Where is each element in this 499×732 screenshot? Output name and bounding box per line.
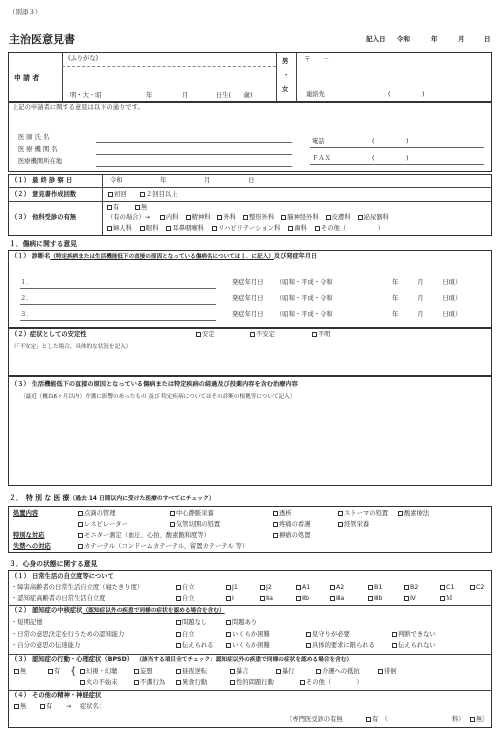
checkbox-icon (404, 585, 409, 590)
diagnosis-number: １． (20, 279, 33, 286)
bpsd-option[interactable]: 性的問題行動 (230, 679, 274, 687)
diagnosis-number: ３． (20, 311, 33, 318)
dept-option[interactable]: 婦人科 (107, 225, 132, 233)
checkbox-icon (440, 585, 445, 590)
checkbox-icon (80, 669, 85, 674)
checkbox-icon (392, 632, 397, 637)
last-visit-date[interactable]: 年 月 日 (160, 177, 255, 184)
doctor-box (8, 102, 492, 172)
date-day: 日 (484, 35, 491, 43)
section2-title: ２． 特 別 な 医 療（過去 14 日間以内に受けた医療のすべてにチェック） (9, 494, 215, 502)
dept-option[interactable]: 外科 (217, 214, 236, 222)
memory-option[interactable]: 問題あり (226, 619, 257, 627)
adl-option[interactable]: C1 (440, 584, 454, 592)
communication-option[interactable]: 伝えられる (176, 642, 213, 650)
institution-label: 医 療 機 関 名 (18, 146, 58, 153)
checkbox-icon (378, 669, 383, 674)
other-no[interactable]: 無 (135, 204, 147, 212)
memory-option[interactable]: 問題なし (176, 619, 207, 627)
checkbox-icon (176, 620, 181, 625)
adl-option[interactable]: C2 (470, 584, 484, 592)
sex-female[interactable]: 女 (282, 86, 289, 93)
page-title: 主治医意見書 (9, 33, 75, 46)
applicant-label: 申 請 者 (14, 74, 40, 82)
bpsd-option[interactable]: 昼夜逆転 (176, 668, 207, 676)
checkbox-icon (170, 522, 175, 527)
checkbox-icon (338, 511, 343, 516)
checkbox-icon (470, 585, 475, 590)
stable-option[interactable]: 安定 (196, 331, 215, 339)
adl-option[interactable]: A1 (296, 584, 310, 592)
adl-option[interactable]: Ｍ (440, 595, 452, 603)
onset-label: 発症年月日 (232, 279, 264, 286)
bpsd-option[interactable]: 不潔行為 (134, 679, 165, 687)
bpsd-title: （３） 認知症の行動・心理症状（BPSD） （該当する項目全てチェック：認知症以外の疾患で同様の症状を認める場合を含む） (11, 656, 353, 663)
adl-option[interactable]: Ⅰ (226, 595, 234, 603)
unstable-note: （「不安定」とした場合、具体的な状況を記入） (11, 344, 132, 350)
count-first[interactable]: 初回 (108, 191, 127, 199)
memory-label: ・短期記憶 (11, 619, 43, 626)
checkbox-icon (306, 632, 311, 637)
dept-option[interactable]: 歯科 (288, 225, 307, 233)
checkbox-icon (306, 643, 311, 648)
phone-label: 電話 (312, 138, 325, 145)
specialist-label: 〔専門医受診の有無 (286, 716, 343, 723)
bracket-icon: { (70, 666, 77, 677)
sex-separator: ・ (283, 72, 290, 79)
fax-field[interactable]: ( ) (372, 155, 409, 162)
adl-row2-label: ・認知症高齢者の日常生活自立度 (11, 595, 106, 602)
diagnosis-line[interactable] (20, 320, 216, 321)
checkbox-icon (273, 522, 278, 527)
adl-option[interactable]: B1 (368, 584, 382, 592)
adl-option[interactable]: B2 (404, 584, 418, 592)
psych-no[interactable]: 無 (14, 703, 26, 711)
psych-title: （４） その他の精神・神経症状 (11, 692, 102, 699)
bpsd-option[interactable]: その他（ ） (300, 679, 363, 687)
unstable-option[interactable]: 不安定 (250, 331, 275, 339)
treatment-label: 処置内容 (13, 510, 39, 517)
birth-year: 年 (146, 92, 153, 99)
date-year: 年 (431, 35, 438, 43)
adl-option[interactable]: J1 (226, 584, 238, 592)
arrow-icon: → (66, 703, 72, 710)
checkbox-icon (230, 680, 235, 685)
treatment-option[interactable]: 気管切開の処置 (170, 521, 220, 529)
checkbox-icon (300, 680, 305, 685)
bpsd-option[interactable]: 徘徊 (378, 668, 397, 676)
date-era: 令和 (397, 35, 410, 43)
bpsd-option[interactable]: 暴行 (276, 668, 295, 676)
communication-option[interactable]: 具体的要求に限られる (306, 642, 375, 650)
contact-field[interactable]: ( ) (388, 91, 425, 98)
checkbox-icon (326, 215, 331, 220)
other-yes[interactable]: 有 (107, 204, 119, 212)
checkbox-icon (212, 226, 217, 231)
checkbox-icon (176, 669, 181, 674)
adl-option[interactable]: Ⅲb (368, 595, 382, 603)
checkbox-icon (338, 522, 343, 527)
decision-option[interactable]: 見守りが必要 (306, 631, 350, 639)
count-second[interactable]: ２回目以上 (140, 191, 177, 199)
checkbox-icon (330, 596, 335, 601)
checkbox-icon (170, 511, 175, 516)
furigana-label: (ふりがな) (68, 55, 99, 62)
checkbox-icon (260, 596, 265, 601)
pressure-ulcer-option[interactable]: 褥瘡の処置 (273, 532, 310, 540)
decision-option[interactable]: 判断できない (392, 631, 436, 639)
communication-option[interactable]: 伝えられない (392, 642, 436, 650)
specialist-yes[interactable]: 有 （ (366, 716, 388, 724)
dept-option[interactable]: 皮膚科 (326, 214, 351, 222)
address-label: 医療機関所在地 (18, 158, 63, 165)
checkbox-icon (226, 643, 231, 648)
checkbox-icon (226, 585, 231, 590)
course-box (8, 376, 492, 486)
dept-option[interactable]: 眼科 (140, 225, 159, 233)
treatment-option[interactable]: 酸素療法 (398, 510, 429, 518)
birth-day-age: 日生( 歳) (216, 92, 253, 99)
bpsd-yes[interactable]: 有 (48, 668, 60, 676)
monitor-option[interactable]: モニター測定（血圧、心拍、酸素飽和度等） (78, 532, 210, 540)
checkbox-icon (276, 669, 281, 674)
communication-label: ・自分の意思の伝達能力 (11, 642, 81, 649)
checkbox-icon (176, 632, 181, 637)
bpsd-option[interactable]: 暴言 (230, 668, 249, 676)
adl-option[interactable]: Ⅱa (260, 595, 273, 603)
checkbox-icon (226, 596, 231, 601)
symptom-name-label: 症状名： (80, 703, 106, 710)
doctor-name-label: 医 師 氏 名 (18, 134, 50, 141)
course-note: 〔最近（概ね6ヶ月以内）介護に影響のあったもの 及び 特定疾病についてはその診断の根拠等について記入〕 (20, 394, 296, 400)
fax-label: ＦＡＸ (312, 155, 331, 162)
checkbox-icon (296, 585, 301, 590)
birth-eras: 明・大・昭 (70, 92, 102, 99)
checkbox-icon (368, 596, 373, 601)
section3-title: ３．心身の状態に関する意見 (9, 560, 98, 568)
phone-field[interactable]: ( ) (372, 138, 409, 145)
adl-option[interactable]: 自立 (176, 584, 195, 592)
checkbox-icon (440, 596, 445, 601)
checkbox-icon (226, 620, 231, 625)
checkbox-icon (217, 215, 222, 220)
onset-label: 発症年月日 (232, 295, 264, 302)
treatment-option[interactable]: 経管栄養 (338, 521, 369, 529)
dept-option[interactable]: 泌尿器科 (358, 214, 389, 222)
onset-eras: （昭和・平成・令和 (276, 279, 333, 286)
checkbox-icon (398, 511, 403, 516)
checkbox-icon (80, 680, 85, 685)
dept-option[interactable]: 耳鼻咽喉科 (166, 225, 203, 233)
birth-month: 月 (182, 92, 189, 99)
decision-option[interactable]: 自立 (176, 631, 195, 639)
adl-row1-label: ・障害高齢者の日常生活自立度（寝たきり度） (11, 584, 144, 591)
checkbox-icon (176, 585, 181, 590)
checkbox-icon (315, 226, 320, 231)
dept-option[interactable]: 精神科 (186, 214, 211, 222)
onset-date: 年 月 日頃） (392, 295, 462, 302)
diagnosis-header: （１） 診断名（特定疾病または生活機能低下の直接の原因となっている傷病名については１．に記入）及び発症年月日 (11, 253, 318, 260)
checkbox-icon (134, 680, 139, 685)
treatment-option[interactable]: 点滴の管理 (78, 510, 115, 518)
checkbox-icon (176, 680, 181, 685)
decision-option[interactable]: いくらか困難 (226, 631, 270, 639)
checkbox-icon (176, 596, 181, 601)
bpsd-option[interactable]: 火の不始末 (80, 679, 117, 687)
psych-yes[interactable]: 有 (40, 703, 52, 711)
section1-title: １．傷病に関する意見 (9, 240, 77, 248)
checkbox-icon (78, 511, 83, 516)
checkbox-icon (166, 226, 171, 231)
communication-option[interactable]: いくらか困難 (226, 642, 270, 650)
checkbox-icon (288, 226, 293, 231)
checkbox-icon (226, 632, 231, 637)
specialist-no[interactable]: 無〕 (470, 716, 489, 724)
bpsd-option[interactable]: 妄想 (134, 668, 153, 676)
checkbox-icon (358, 215, 363, 220)
checkbox-icon (107, 226, 112, 231)
last-visit-era: 令和 (110, 177, 123, 184)
dept-option[interactable]: 整形外科 (243, 214, 274, 222)
dept-option[interactable]: 脳神経外科 (281, 214, 318, 222)
bpsd-option[interactable]: 介護への抵抗 (316, 668, 360, 676)
treatment-option[interactable]: レスピレーター (78, 521, 128, 529)
adl-option[interactable]: A2 (330, 584, 344, 592)
adl-option[interactable]: Ⅱb (296, 595, 309, 603)
adl-option[interactable]: 自立 (176, 595, 195, 603)
diagnosis-line[interactable] (20, 304, 216, 305)
checkbox-icon (176, 643, 181, 648)
dept-option[interactable]: リハビリテーション科 (212, 225, 280, 233)
date-label: 記入日 (366, 35, 386, 43)
checkbox-icon (296, 596, 301, 601)
diagnosis-line[interactable] (20, 288, 216, 289)
onset-eras: （昭和・平成・令和 (276, 311, 333, 318)
bpsd-option[interactable]: 幻視・幻聴 (80, 668, 117, 676)
dept-option[interactable]: 内科 (160, 214, 179, 222)
dept-row-1 (160, 214, 389, 222)
treatment-option[interactable]: 中心静脈栄養 (170, 510, 214, 518)
bpsd-no[interactable]: 無 (14, 668, 26, 676)
onset-label: 発症年月日 (232, 311, 264, 318)
bpsd-option[interactable]: 異食行動 (176, 679, 207, 687)
catheter-option[interactable]: カテーテル（コンドームカテーテル、留置カテーテル 等） (78, 543, 248, 551)
checkbox-icon (392, 643, 397, 648)
dept-option[interactable]: その他（ ） (315, 225, 384, 233)
checkbox-icon (134, 669, 139, 674)
checkbox-icon (330, 585, 335, 590)
stability-label: （２）症状としての安定性 (11, 331, 87, 338)
adl-option[interactable]: Ⅳ (404, 595, 416, 603)
other-label: （３） 他科受診の有無 (11, 214, 77, 221)
sex-male[interactable]: 男 (282, 58, 289, 65)
dept-row-2 (107, 225, 384, 233)
last-visit-label: （１） 最 終 診 察 日 (11, 177, 73, 184)
decision-label: ・日常の意思決定を行うための認知能力 (11, 631, 125, 638)
statement-text: 上記の申請者に関する意見は以下の通りです。 (12, 104, 144, 111)
checkbox-icon (260, 585, 265, 590)
checkbox-icon (273, 511, 278, 516)
onset-date: 年 月 日頃） (392, 311, 462, 318)
date-month: 月 (458, 35, 465, 43)
onset-eras: （昭和・平成・令和 (276, 295, 333, 302)
checkbox-icon (281, 215, 286, 220)
checkbox-icon (404, 596, 409, 601)
checkbox-icon (186, 215, 191, 220)
treatment-option[interactable]: 透析 (273, 510, 292, 518)
special-label: 特別な対応 (13, 532, 45, 539)
checkbox-icon (316, 669, 321, 674)
onset-date: 年 月 日頃） (392, 279, 462, 286)
adl-option[interactable]: J2 (260, 584, 272, 592)
specialist-dept: 科） (452, 716, 465, 723)
checkbox-icon (243, 215, 248, 220)
incontinence-label: 失禁への対応 (13, 543, 51, 550)
postal-field[interactable]: 〒 － (304, 56, 330, 63)
course-title: （３） 生活機能低下の直接の原因となっている傷病または特定疾病の経過及び投薬内容を含む治療内容 (11, 381, 298, 388)
attachment-label: （別添３） (9, 8, 42, 16)
adl-option[interactable]: Ⅲa (330, 595, 344, 603)
contact-label: 連絡先 (306, 91, 325, 98)
checkbox-icon (160, 215, 165, 220)
unknown-option[interactable]: 不明 (312, 331, 331, 339)
treatment-option[interactable]: ストーマの処置 (338, 510, 388, 518)
adl-title: （１） 日常生活の自立度等について (11, 573, 114, 580)
diagnosis-number: ２． (20, 295, 33, 302)
treatment-option[interactable]: 疼痛の看護 (273, 521, 310, 529)
checkbox-icon (78, 522, 83, 527)
checkbox-icon (230, 669, 235, 674)
checkbox-icon (368, 585, 373, 590)
other-case: （有の場合）→ (107, 214, 151, 221)
checkbox-icon (140, 226, 145, 231)
count-label: （２） 意見書作成回数 (11, 191, 77, 198)
dementia-title: （２） 認知症の中核症状（認知症以外の疾患で同様の症状を認める場合を含む） (11, 607, 225, 614)
